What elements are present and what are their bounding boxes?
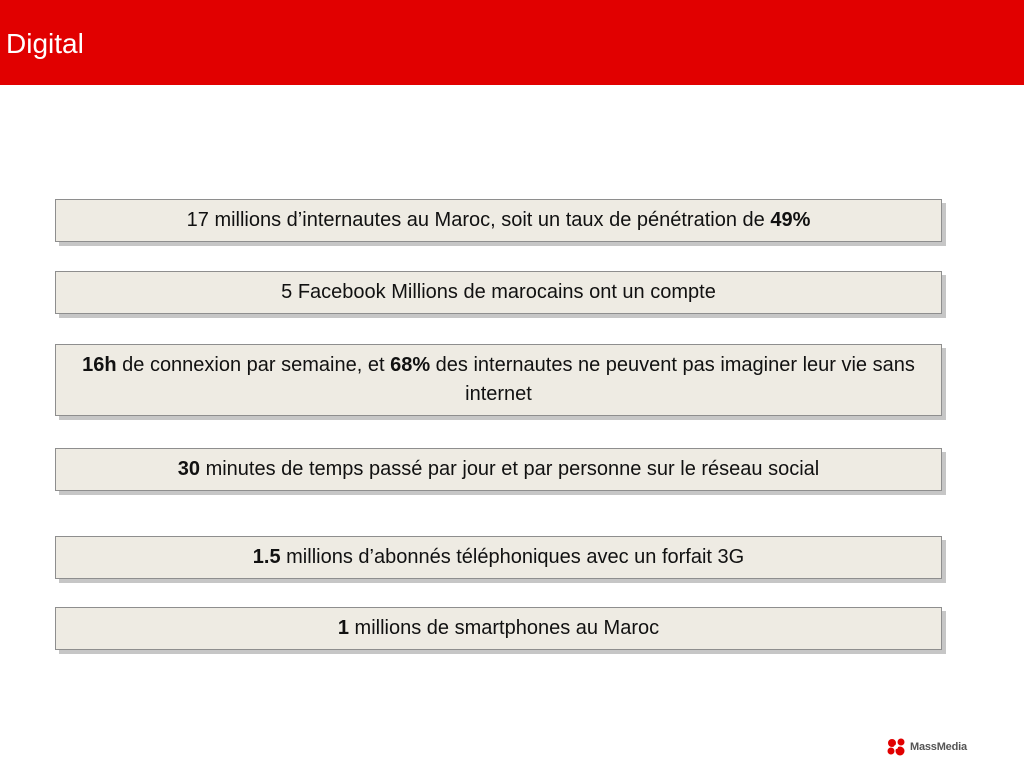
fact-text: 1 millions de smartphones au Maroc: [337, 617, 660, 639]
logo-text: MassMedia: [910, 741, 967, 753]
fact-box-connection-time: [55, 344, 942, 416]
fact-box-3g-subscribers: [55, 536, 942, 579]
fact-box-social-time: [55, 448, 942, 491]
fact-text: 1.5 millions d’abonnés téléphoniques avec un forfait 3G: [252, 546, 745, 568]
header-bar: [0, 0, 1024, 85]
fact-box-smartphones: [55, 607, 942, 650]
fact-text: 17 millions d’internautes au Maroc, soit un taux de pénétration de 49%: [186, 209, 811, 231]
fact-box-internet-users: [55, 199, 942, 242]
fact-text: 16h de connexion par semaine, et 68% des internautes ne peuvent pas imaginer leur vie sans internet: [82, 354, 915, 405]
fact-box-facebook: [55, 271, 942, 314]
massmedia-logo-icon: [886, 737, 908, 757]
page-title: Digital: [6, 28, 84, 59]
fact-text: 30 minutes de temps passé par jour et par personne sur le réseau social: [177, 458, 820, 480]
massmedia-logo: [886, 737, 967, 757]
fact-text: 5 Facebook Millions de marocains ont un compte: [281, 281, 716, 303]
